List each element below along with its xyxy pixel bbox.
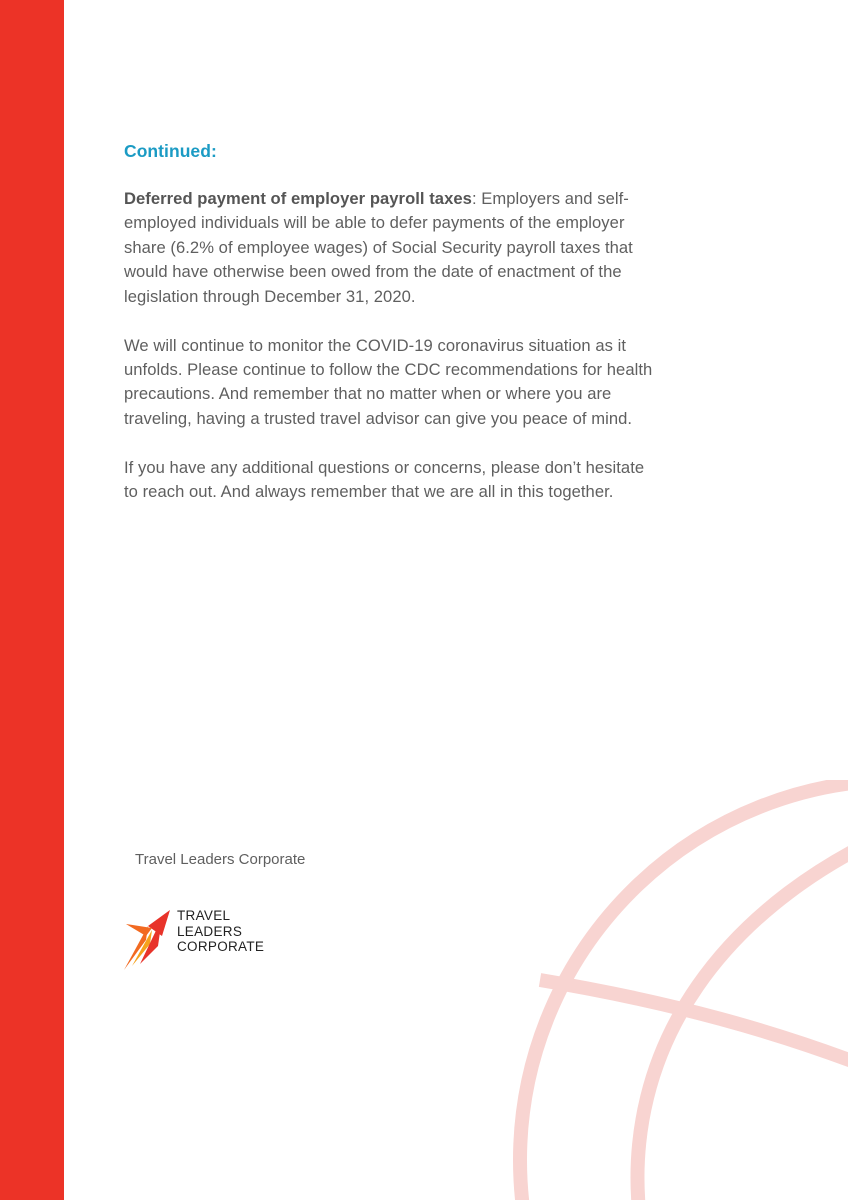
closing-paragraph: If you have any additional questions or concerns, please don’t hesitate to reach out. And always remember that we are all in this together. [124,457,645,502]
payroll-tax-lead: Deferred payment of employer payroll taxes [124,189,472,208]
company-signature: Travel Leaders Corporate [135,851,306,868]
letter-body [124,139,654,529]
logo-wordmark [177,908,264,955]
side-accent-bar [0,0,64,1200]
company-logo [122,906,282,972]
logo-line-leaders: LEADERS [177,923,243,939]
section-heading: Continued: [124,141,217,161]
payroll-tax-text: : Employers and self-employed individuals will be able to defer payments of the employer share (6.2% of employee wages) of Social Security payroll taxes that would have otherwise been owed from the date of enactment of the legislation through December 31, 2020. [124,189,633,306]
payroll-tax-paragraph [124,187,654,309]
logo-line-corporate: CORPORATE [177,939,265,954]
globe-watermark-icon [480,780,848,1200]
arrow-logo-icon [122,906,172,972]
logo-line-travel: TRAVEL [177,908,231,923]
monitor-paragraph: We will continue to monitor the COVID-19 coronavirus situation as it unfolds. Please continue to follow the CDC recommendations for health precautions. And remember that no matter when or where you are traveling, having a trusted travel advisor can give you peace of mind. [124,335,653,428]
